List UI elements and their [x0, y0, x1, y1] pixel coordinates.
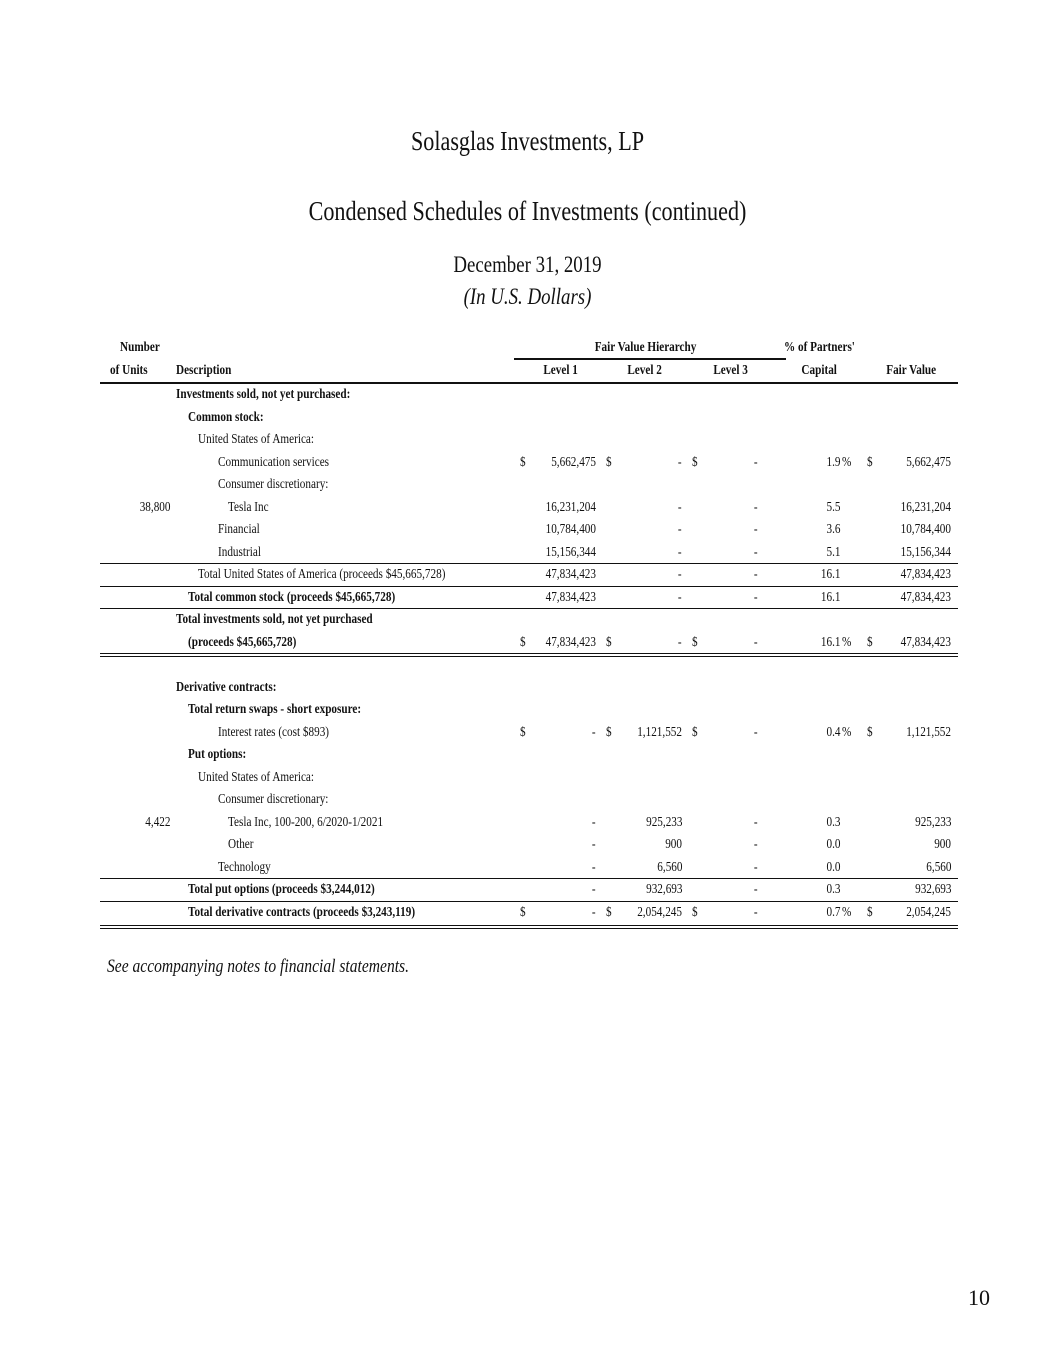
cell-l1s: $: [520, 454, 526, 470]
cell-l2: -: [678, 522, 682, 537]
cell-l1s: $: [520, 724, 526, 740]
cell-l1: 16,231,204: [545, 499, 596, 515]
subtotal-rule: [100, 563, 958, 564]
cell-fvs: $: [867, 724, 873, 740]
table-row: [100, 812, 958, 835]
cell-l3: -: [754, 882, 758, 897]
table-row: [100, 542, 958, 565]
cell-fvs: $: [867, 904, 873, 920]
cell-fv: 932,693: [914, 882, 951, 897]
header-of-units: of Units: [110, 363, 148, 378]
page-number: 10: [968, 1285, 990, 1310]
row-description: Common stock:: [188, 409, 264, 425]
cell-pct: 0.0: [826, 837, 840, 852]
cell-l2: 900: [665, 837, 682, 852]
cell-fv: 47,834,423: [900, 589, 951, 605]
cell-l1: -: [592, 859, 596, 875]
subtotal-rule: [100, 608, 958, 609]
header-fair-value: Fair Value: [886, 363, 937, 378]
row-description: Other: [228, 837, 254, 852]
row-description: Total common stock (proceeds $45,665,728): [188, 589, 396, 605]
cell-l3: -: [754, 589, 758, 605]
report-date: December 31, 2019: [453, 252, 602, 277]
cell-l3: -: [754, 634, 758, 650]
cell-pct: 16.1: [820, 634, 840, 650]
cell-l1: -: [592, 724, 596, 740]
cell-fv: 925,233: [914, 814, 951, 830]
table-row: [100, 699, 958, 722]
cell-pct: 0.4: [826, 724, 840, 740]
cell-l3s: $: [692, 454, 698, 470]
row-description: Financial: [218, 522, 260, 537]
table-row: [100, 834, 958, 857]
cell-l2: -: [678, 544, 682, 560]
cell-l1: 15,156,344: [545, 544, 596, 560]
cell-l3: -: [754, 522, 758, 537]
cell-pct: 0.0: [826, 859, 840, 875]
table-row: [100, 879, 958, 902]
cell-l1: 47,834,423: [545, 634, 596, 650]
cell-fv: 5,662,475: [906, 454, 951, 470]
hierarchy-underline: [514, 358, 786, 360]
cell-l3: -: [754, 567, 758, 582]
cell-l1: 10,784,400: [545, 522, 596, 537]
row-description: Total return swaps - short exposure:: [188, 702, 362, 717]
cell-l1: 5,662,475: [551, 454, 596, 470]
cell-l1: -: [592, 814, 596, 830]
table-row: [100, 857, 958, 880]
table-header: [100, 338, 958, 384]
table-row: [100, 632, 958, 655]
table-row: [100, 902, 958, 925]
subtotal-rule: [100, 878, 958, 879]
table-row: [100, 519, 958, 542]
cell-l1: 47,834,423: [545, 567, 596, 582]
subtotal-rule: [100, 901, 958, 902]
cell-l2: 932,693: [645, 882, 682, 897]
row-description: Interest rates (cost $893): [218, 724, 330, 740]
cell-l3: -: [754, 454, 758, 470]
cell-l2s: $: [606, 454, 612, 470]
cell-fv: 47,834,423: [900, 634, 951, 650]
row-description: Derivative contracts:: [176, 679, 277, 695]
cell-fv: 1,121,552: [906, 724, 951, 740]
cell-l1: -: [592, 882, 596, 897]
row-description: Technology: [218, 859, 271, 875]
row-description: Total derivative contracts (proceeds $3,243,119): [188, 904, 416, 920]
cell-l2s: $: [606, 904, 612, 920]
table-row: [100, 564, 958, 587]
row-description: Tesla Inc, 100-200, 6/2020-1/2021: [228, 814, 384, 830]
cell-l2: 925,233: [645, 814, 682, 830]
cell-fv: 47,834,423: [900, 567, 951, 582]
row-description: Consumer discretionary:: [218, 477, 329, 492]
cell-l2: -: [678, 634, 682, 650]
header-level1: Level 1: [543, 363, 579, 378]
cell-l2: 2,054,245: [637, 904, 682, 920]
double-rule: [100, 928, 958, 929]
page-title: Condensed Schedules of Investments (continued): [308, 196, 747, 226]
cell-l2s: $: [606, 724, 612, 740]
cell-fv: 16,231,204: [900, 499, 951, 515]
cell-l2: -: [678, 567, 682, 582]
cell-fvs: $: [867, 454, 873, 470]
row-description: Total United States of America (proceeds $45,665,728): [198, 567, 446, 582]
cell-l3: -: [754, 724, 758, 740]
row-description: Investments sold, not yet purchased:: [176, 387, 351, 402]
cell-l3s: $: [692, 724, 698, 740]
double-rule: [100, 656, 958, 657]
subtotal-rule: [100, 586, 958, 587]
table-row: [100, 677, 958, 700]
cell-l1s: $: [520, 634, 526, 650]
investments-table: [100, 338, 958, 924]
table-row: [100, 384, 958, 407]
cell-fv: 6,560: [925, 859, 951, 875]
row-description: (proceeds $45,665,728): [188, 634, 297, 650]
cell-l3: -: [754, 499, 758, 515]
cell-fv: 900: [934, 837, 951, 852]
cell-pctsym: %: [842, 454, 852, 470]
table-row: [100, 767, 958, 790]
cell-fv: 10,784,400: [900, 522, 951, 537]
row-description: United States of America:: [198, 432, 315, 447]
cell-l3: -: [754, 814, 758, 830]
cell-fv: 15,156,344: [900, 544, 951, 560]
row-description: Total put options (proceeds $3,244,012): [188, 882, 375, 897]
cell-l1s: $: [520, 904, 526, 920]
table-row: [100, 789, 958, 812]
cell-pct: 16.1: [820, 589, 840, 605]
table-row: [100, 587, 958, 610]
cell-l1: -: [592, 837, 596, 852]
cell-l3s: $: [692, 634, 698, 650]
header-pct-partners: % of Partners': [784, 340, 855, 355]
cell-units: 4,422: [144, 814, 170, 830]
row-description: United States of America:: [198, 769, 315, 785]
row-description: Communication services: [218, 454, 330, 470]
company-name: Solasglas Investments, LP: [410, 126, 645, 156]
row-description: Put options:: [188, 747, 247, 762]
table-row: [100, 744, 958, 767]
cell-pct: 3.6: [826, 522, 840, 537]
table-row: [100, 722, 958, 745]
cell-l1: 47,834,423: [545, 589, 596, 605]
header-description: Description: [176, 363, 232, 378]
table-row: [100, 407, 958, 430]
cell-fvs: $: [867, 634, 873, 650]
table-row: [100, 497, 958, 520]
table-row: [100, 452, 958, 475]
cell-units: 38,800: [139, 499, 170, 515]
cell-l2: -: [678, 589, 682, 605]
cell-l3: -: [754, 904, 758, 920]
cell-pct: 5.1: [826, 544, 840, 560]
header-level2: Level 2: [627, 363, 663, 378]
cell-l2: -: [678, 499, 682, 515]
header-number: Number: [120, 340, 160, 355]
cell-l3: -: [754, 859, 758, 875]
cell-pct: 0.3: [826, 814, 840, 830]
currency-note: (In U.S. Dollars): [463, 284, 592, 309]
cell-pct: 0.7: [826, 904, 840, 920]
cell-pct: 0.3: [826, 882, 840, 897]
cell-l2: 1,121,552: [637, 724, 682, 740]
cell-l3: -: [754, 837, 758, 852]
table-row: [100, 654, 958, 677]
header-fair-value-hierarchy: Fair Value Hierarchy: [595, 340, 697, 355]
table-row: [100, 474, 958, 497]
cell-pctsym: %: [842, 904, 852, 920]
row-description: Total investments sold, not yet purchased: [176, 612, 373, 627]
cell-l3s: $: [692, 904, 698, 920]
cell-l2: -: [678, 454, 682, 470]
cell-l2: 6,560: [656, 859, 682, 875]
row-description: Consumer discretionary:: [218, 792, 329, 807]
table-body: [100, 384, 958, 924]
cell-l1: -: [592, 904, 596, 920]
row-description: Tesla Inc: [228, 499, 269, 515]
row-description: Industrial: [218, 544, 261, 560]
table-row: [100, 609, 958, 632]
cell-fv: 2,054,245: [906, 904, 951, 920]
footnote: See accompanying notes to financial statements.: [107, 956, 410, 977]
header-level3: Level 3: [713, 363, 749, 378]
cell-pct: 16.1: [820, 567, 840, 582]
cell-pctsym: %: [842, 634, 852, 650]
cell-l2s: $: [606, 634, 612, 650]
double-rule: [100, 653, 958, 654]
table-row: [100, 429, 958, 452]
double-rule: [100, 925, 958, 926]
cell-pct: 5.5: [826, 499, 840, 515]
cell-pct: 1.9: [826, 454, 840, 470]
cell-l3: -: [754, 544, 758, 560]
header-capital: Capital: [801, 363, 837, 378]
cell-pctsym: %: [842, 724, 852, 740]
